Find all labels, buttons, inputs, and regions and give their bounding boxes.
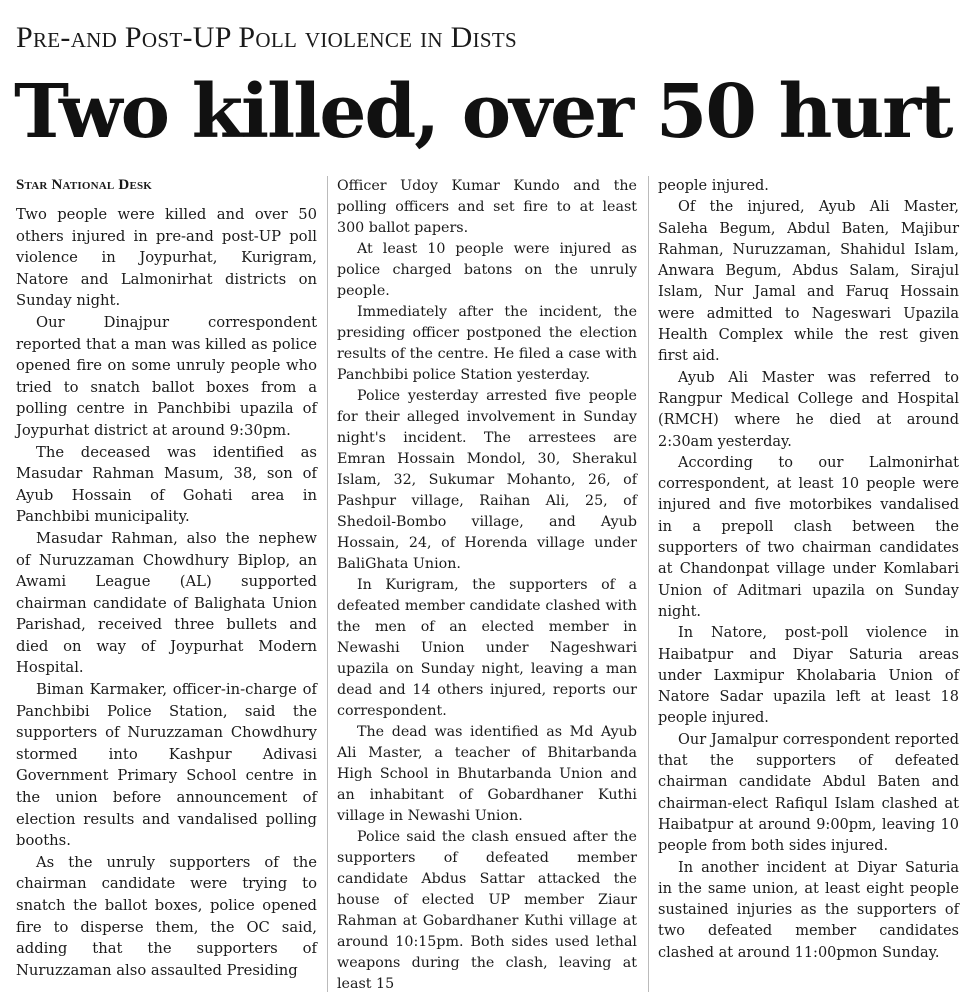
paragraph: Immediately after the incident, the presiding officer postponed the election results of the centre. He filed a case with Panchbibi police Station yesterday. bbox=[337, 304, 637, 383]
paragraph: Of the injured, Ayub Ali Master, Saleha Begum, Abdul Baten, Majibur Rahman, Nuruzzaman, Shahidul Islam, Anwara Begum, Abdus Salam, Sirajul Islam, Nur Jamal and Faruq Hossain were admitted to Nageswari Upazila Health Complex while the rest given first aid. bbox=[658, 199, 959, 365]
paragraph: people injured. bbox=[658, 178, 769, 194]
paragraph: Officer Udoy Kumar Kundo and the polling officers and set fire to at least 300 ballot papers. bbox=[337, 178, 637, 236]
article-column-1 bbox=[16, 176, 317, 981]
paragraph: The dead was identified as Md Ayub Ali Master, a teacher of Bhitarbanda High School in Bhutarbanda Union and an inhabitant of Gobardhaner Kuthi village in Newashi Union. bbox=[337, 724, 637, 824]
paragraph: Ayub Ali Master was referred to Rangpur Medical College and Hospital (RMCH) where he died at around 2:30am yesterday. bbox=[658, 369, 959, 450]
paragraph: Biman Karmaker, officer-in-charge of Panchbibi Police Station, said the supporters of Nuruzzaman Chowdhury stormed into Kashpur Adivasi Government Primary School centre in the union before announcement of election results and vandalised polling booths. bbox=[16, 681, 317, 850]
byline: Star National Desk bbox=[16, 177, 153, 193]
column-divider bbox=[327, 176, 328, 992]
article-column-2 bbox=[337, 176, 637, 995]
paragraph: Two people were killed and over 50 others injured in pre-and post-UP poll violence in Joypurhat, Kurigram, Natore and Lalmonirhat districts on Sunday night. bbox=[16, 206, 317, 310]
paragraph: Our Dinajpur correspondent reported that a man was killed as police opened fire on some unruly people who tried to snatch ballot boxes from a polling centre in Panchbibi upazila of Joypurhat district at around 9:30pm. bbox=[16, 313, 317, 439]
paragraph: According to our Lalmonirhat correspondent, at least 10 people were injured and five motorbikes vandalised in a prepoll clash between the supporters of two chairman candidates at Chandonpat village under Komlabari Union of Aditmari upazila on Sunday night. bbox=[658, 454, 959, 620]
kicker: Pre-and Post-UP Poll violence in Dists bbox=[16, 21, 517, 54]
paragraph: The deceased was identified as Masudar Rahman Masum, 38, son of Ayub Hossain of Gohati area in Panchbibi municipality. bbox=[16, 443, 317, 526]
paragraph: In another incident at Diyar Saturia in the same union, at least eight people sustained injuries as the supporters of two defeated member candidates clashed at around 11:00pmon Sunday. bbox=[658, 859, 959, 961]
paragraph: Police yesterday arrested five people for their alleged involvement in Sunday night's incident. The arrestees are Emran Hossain Mondol, 30, Sherakul Islam, 32, Sukumar Mohanto, 26, of Pashpur village, Raihan Ali, 25, of Shedoil-Bombo village, and Ayub Hossain, 24, of Horenda village under BaliGhata Union. bbox=[337, 388, 637, 572]
paragraph: In Natore, post-poll violence in Haibatpur and Diyar Saturia areas under Laxmipur Kholabaria Union of Natore Sadar upazila left at least 18 people injured. bbox=[658, 625, 959, 727]
paragraph: Police said the clash ensued after the supporters of defeated member candidate Abdus Sattar attacked the house of elected UP member Ziaur Rahman at Gobardhaner Kuthi village at around 10:15pm. Both sides used lethal weapons during the clash, leaving at least 15 bbox=[337, 829, 637, 992]
headline: Two killed, over 50 hurt bbox=[14, 69, 952, 155]
paragraph: Our Jamalpur correspondent reported that the supporters of defeated chairman candidate Abdul Baten and chairman-elect Rafiqul Islam clashed at Haibatpur at around 9:00pm, leaving 10 people from both sides injured. bbox=[658, 731, 959, 855]
paragraph: Masudar Rahman, also the nephew of Nuruzzaman Chowdhury Biplop, an Awami League (AL) supported chairman candidate of Balighata Union Parishad, received three bullets and died on way of Joypurhat Modern Hospital. bbox=[16, 529, 317, 677]
paragraph: In Kurigram, the supporters of a defeated member candidate clashed with the men of an elected member in Newashi Union under Nageshwari upazila on Sunday night, leaving a man dead and 14 others injured, reports our correspondent. bbox=[337, 577, 637, 719]
paragraph: As the unruly supporters of the chairman candidate were trying to snatch the ballot boxes, police opened fire to disperse them, the OC said, adding that the supporters of Nuruzzaman also assaulted Presiding bbox=[16, 853, 317, 979]
article-column-3 bbox=[658, 176, 959, 964]
paragraph: At least 10 people were injured as police charged batons on the unruly people. bbox=[337, 241, 637, 299]
column-divider bbox=[648, 176, 649, 992]
